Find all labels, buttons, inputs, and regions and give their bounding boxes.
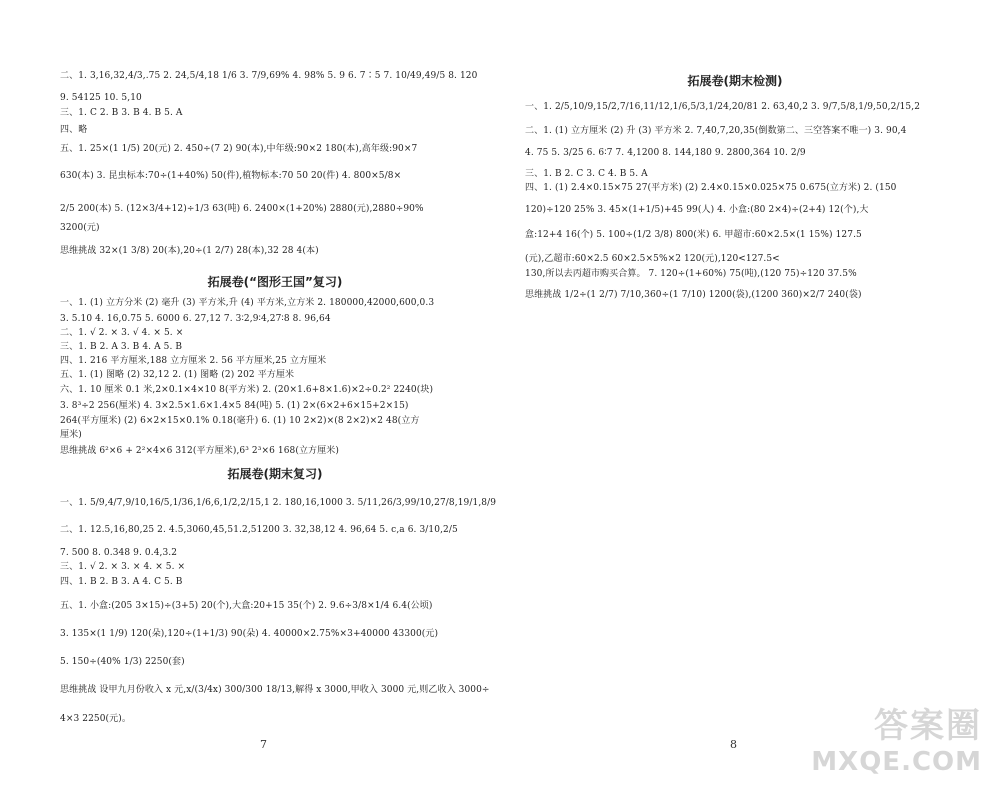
answer-line: 四、1. B 2. B 3. A 4. C 5. B: [60, 577, 183, 587]
answer-line: 五、1. 25×(1 1/5) 20(元) 2. 450÷(7 2) 90(本),中年级:90×2 180(本),高年级:90×7: [60, 144, 418, 154]
answer-line: 二、1. 12.5,16,80,25 2. 4.5,3060,45,51.2,51200 3. 32,38,12 4. 96,64 5. c,a 6. 3/10,2/5: [60, 525, 458, 535]
answer-line: 二、1. 3,16,32,4/3,.75 2. 24,5/4,18 1/6 3. 7/9,69% 4. 98% 5. 9 6. 7∶5 7. 10/49,49/5 8. 120: [60, 71, 478, 81]
answer-line: 5. 150÷(40% 1/3) 2250(套): [60, 657, 185, 667]
answer-line: 3. 135×(1 1/9) 120(朵),120÷(1+1/3) 90(朵) 4. 40000×2.75%×3+40000 43300(元): [60, 629, 439, 639]
answer-line: 思维挑战 设甲九月份收入 x 元,x/(3/4x) 300/300 18/13,解得 x 3000,甲收入 3000 元,则乙收入 3000÷: [60, 685, 490, 695]
answer-line: 六、1. 10 厘米 0.1 米,2×0.1×4×10 8(平方米) 2. (20×1.6+8×1.6)×2÷0.2² 2240(块): [60, 385, 434, 395]
answer-line: 五、1. 小盒:(205 3×15)÷(3+5) 20(个),大盒:20+15 35(个) 2. 9.6÷3/8×1/4 6.4(公顷): [60, 601, 433, 611]
answer-line: 3. 5.10 4. 16,0.75 5. 6000 6. 27,12 7. 3∶2,9∶4,27∶8 8. 96,64: [60, 314, 331, 324]
answer-line: 三、1. B 2. A 3. B 4. A 5. B: [60, 342, 183, 352]
answer-line: 三、1. B 2. C 3. C 4. B 5. A: [525, 169, 648, 179]
answer-line: 630(本) 3. 昆虫标本:70÷(1+40%) 50(件),植物标本:70 50 20(件) 4. 800×5/8×: [60, 171, 402, 181]
right-page: [525, 0, 945, 785]
answer-line: 4. 75 5. 3/25 6. 6∶7 7. 4,1200 8. 144,180 9. 2800,364 10. 2/9: [525, 148, 806, 158]
answer-line: 9. 54125 10. 5,10: [60, 93, 142, 103]
answer-line: 思维挑战 6²×6 + 2²×4×6 312(平方厘米),6³ 2³×6 168(立方厘米): [60, 446, 339, 456]
section-title: 拓展卷(期末检测): [687, 74, 783, 88]
answer-line: 四、略: [60, 125, 88, 135]
answer-line: 四、1. (1) 2.4×0.15×75 27(平方米) (2) 2.4×0.15×0.025×75 0.675(立方米) 2. (150: [525, 183, 897, 193]
left-page: [60, 0, 497, 785]
answer-line: 思维挑战 32×(1 3/8) 20(本),20÷(1 2/7) 28(本),32 28 4(本): [60, 246, 319, 256]
answer-line: 一、1. (1) 立方分米 (2) 毫升 (3) 平方米,升 (4) 平方米,立方米 2. 180000,42000,600,0.3: [60, 298, 435, 308]
answer-line: 二、1. (1) 立方厘米 (2) 升 (3) 平方米 2. 7,40,7,20,35(倒数第二、三空答案不唯一) 3. 90,4: [525, 126, 907, 136]
section-title: 拓展卷(期末复习): [227, 467, 323, 481]
answer-line: 3. 8³÷2 256(厘米) 4. 3×2.5×1.6×1.4×5 84(吨) 5. (1) 2×(6×2+6×15+2×15): [60, 401, 409, 411]
answer-line: 五、1. (1) 图略 (2) 32,12 2. (1) 图略 (2) 202 平方厘米: [60, 370, 295, 380]
answer-line: 盒:12+4 16(个) 5. 100÷(1/2 3/8) 800(米) 6. 甲超市:60×2.5×(1 15%) 127.5: [525, 230, 862, 240]
page-number-left: 7: [260, 738, 267, 751]
answer-line: 厘米): [60, 430, 82, 440]
answer-line: 思维挑战 1/2÷(1 2/7) 7/10,360÷(1 7/10) 1200(袋),(1200 360)×2/7 240(袋): [525, 290, 862, 300]
answer-line: 四、1. 216 平方厘米,188 立方厘米 2. 56 平方厘米,25 立方厘米: [60, 356, 327, 366]
answer-line: 三、1. √ 2. × 3. × 4. × 5. ×: [60, 562, 186, 572]
answer-line: 一、1. 5/9,4/7,9/10,16/5,1/36,1/6,6,1/2,2/15,1 2. 180,16,1000 3. 5/11,26/3,99/10,27/8,19/1,8/9: [60, 498, 497, 508]
answer-line: 三、1. C 2. B 3. B 4. B 5. A: [60, 108, 183, 118]
answer-line: (元),乙超市:60×2.5 60×2.5×5%×2 120(元),120<127.5<: [525, 254, 780, 264]
answer-line: 130,所以去丙超市购买合算。 7. 120÷(1+60%) 75(吨),(120 75)÷120 37.5%: [525, 269, 857, 279]
answer-line: 二、1. √ 2. × 3. √ 4. × 5. ×: [60, 328, 184, 338]
watermark-url: MXQE.COM: [811, 747, 982, 777]
answer-line: 4×3 2250(元)。: [60, 714, 131, 724]
answer-line: 120)÷120 25% 3. 45×(1+1/5)+45 99(人) 4. 小盒:(80 2×4)÷(2+4) 12(个),大: [525, 205, 869, 215]
answer-line: 3200(元): [60, 223, 100, 233]
page-number-right: 8: [730, 738, 737, 751]
answer-line: 264(平方厘米) (2) 6×2×15×0.1% 0.18(毫升) 6. (1) 10 2×2)×(8 2×2)×2 48(立方: [60, 416, 420, 426]
section-title: 拓展卷(“图形王国”复习): [207, 275, 343, 289]
watermark: [811, 698, 982, 777]
watermark-logo-text: 答案圈: [874, 706, 982, 746]
answer-line: 2/5 200(本) 5. (12×3/4+12)÷1/3 63(吨) 6. 2400×(1+20%) 2880(元),2880÷90%: [60, 204, 424, 214]
answer-line: 一、1. 2/5,10/9,15/2,7/16,11/12,1/6,5/3,1/24,20/81 2. 63,40,2 3. 9/7,5/8,1/9,50,2/15,2: [525, 102, 921, 112]
answer-line: 7. 500 8. 0.348 9. 0.4,3.2: [60, 548, 178, 558]
